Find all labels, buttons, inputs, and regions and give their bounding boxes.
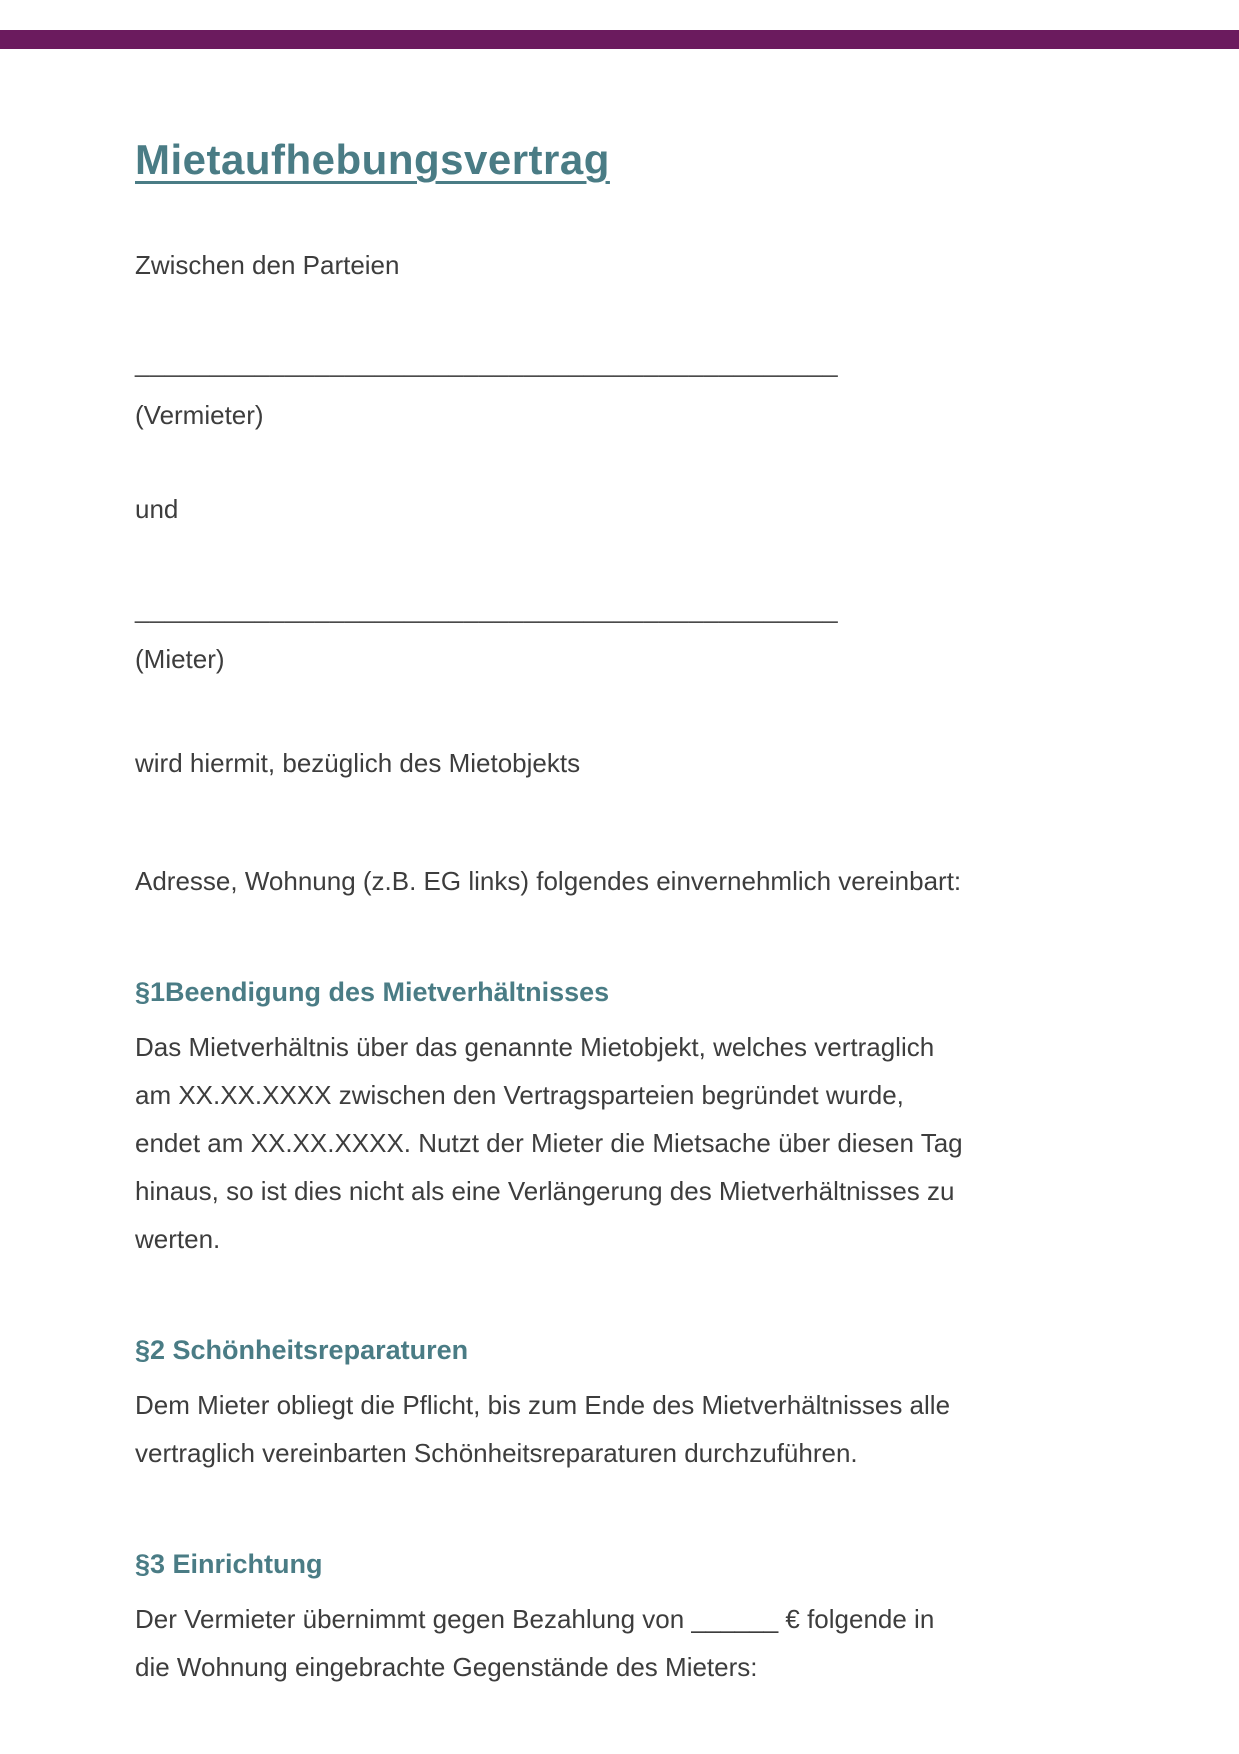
section-2-body: Dem Mieter obliegt die Pflicht, bis zum Ende des Mietverhältnisses alle vertraglich vereinbarten Schönheitsreparaturen durchzuführen.: [135, 1390, 951, 1469]
rental-object-line: wird hiermit, bezüglich des Mietobjekts: [135, 748, 581, 779]
intro-parties-line: Zwischen den Parteien: [135, 250, 400, 281]
section-2-heading: §2 Schönheitsreparaturen: [135, 1335, 469, 1366]
landlord-label: (Vermieter): [135, 400, 264, 431]
section-3-heading: §3 Einrichtung: [135, 1549, 323, 1580]
address-line: Adresse, Wohnung (z.B. EG links) folgendes einvernehmlich vereinbart:: [135, 866, 962, 897]
landlord-fill-in-line: _______________________________________________: [135, 348, 839, 379]
section-1-heading: §1Beendigung des Mietverhältnisses: [135, 977, 610, 1008]
connector-und: und: [135, 494, 179, 525]
section-3-body: Der Vermieter übernimmt gegen Bezahlung von ______ € folgende in die Wohnung eingebrachte Gegenstände des Mieters:: [135, 1604, 935, 1683]
section-1-body: Das Mietverhältnis über das genannte Mietobjekt, welches vertraglich am XX.XX.XXXX zwischen den Vertragsparteien begründet wurde, endet am XX.XX.XXXX. Nutzt der Mieter die Mietsache über diesen Tag hinaus, so ist dies nicht als eine Verlängerung des Mietverhältnisses zu werten.: [135, 1032, 963, 1255]
top-accent-bar: [0, 30, 1239, 49]
tenant-label: (Mieter): [135, 644, 225, 675]
tenant-fill-in-line: _______________________________________________: [135, 594, 839, 625]
page-title: Mietaufhebungsvertrag: [135, 136, 610, 183]
document-content: [135, 49, 965, 1691]
